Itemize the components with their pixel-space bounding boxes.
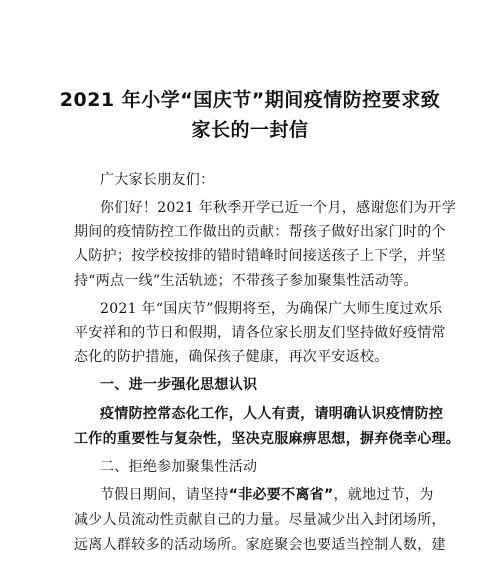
section-heading-1: 一、进一步强化思想认识 [100,377,258,393]
document-title-line-2: 家长的一封信 [191,119,309,141]
paragraph-4-line-1-end: ，就地过节，为 [333,487,434,503]
section-heading-2: 二、拒绝参加聚集性活动 [100,459,258,475]
paragraph-3-line-1: 疫情防控常态化工作，人人有责，请明确认识疫情防控 [100,406,444,422]
salutation: 广大家长朋友们： [100,172,215,188]
paragraph-1-line-2: 期间的疫情防控工作做出的贡献：帮孩子做好出家门时的个 [74,224,446,240]
paragraph-4-line-2: 减少人员流动性贡献自己的力量。尽量减少出入封闭场所， [74,512,446,528]
paragraph-2-line-2: 平安祥和的节日和假期，请各位家长朋友们坚持做好疫情常 [74,325,446,341]
paragraph-4-line-1 [100,485,460,505]
paragraph-3-line-2: 工作的重要性与复杂性，坚决克服麻痹思想，摒弃侥幸心理。 [74,431,461,447]
emphasis-phrase: “非必要不离省” [228,487,334,503]
paragraph-1-line-4: 持“两点一线”生活轨迹；不带孩子参加聚集性活动等。 [74,273,418,289]
paragraph-2-line-1: 2021 年“国庆节”假期将至，为确保广大师生度过欢乐 [100,301,443,317]
paragraph-1-line-1: 你们好！2021 年秋季开学已近一个月，感谢您们为开学 [100,200,457,216]
paragraph-1-line-3: 人防护；按学校按排的错时错峰时间接送孩子上下学，并坚 [74,248,446,264]
paragraph-2-line-3: 态化的防护措施，确保孩子健康，再次平安返校。 [74,349,389,365]
paragraph-4-line-1-start: 节假日期间，请坚持 [100,487,229,503]
document-title-line-1: 2021 年小学“国庆节”期间疫情防控要求致 [59,89,441,111]
paragraph-4-line-3: 远离人群较多的活动场所。家庭聚会也要适当控制人数，建 [74,537,446,553]
